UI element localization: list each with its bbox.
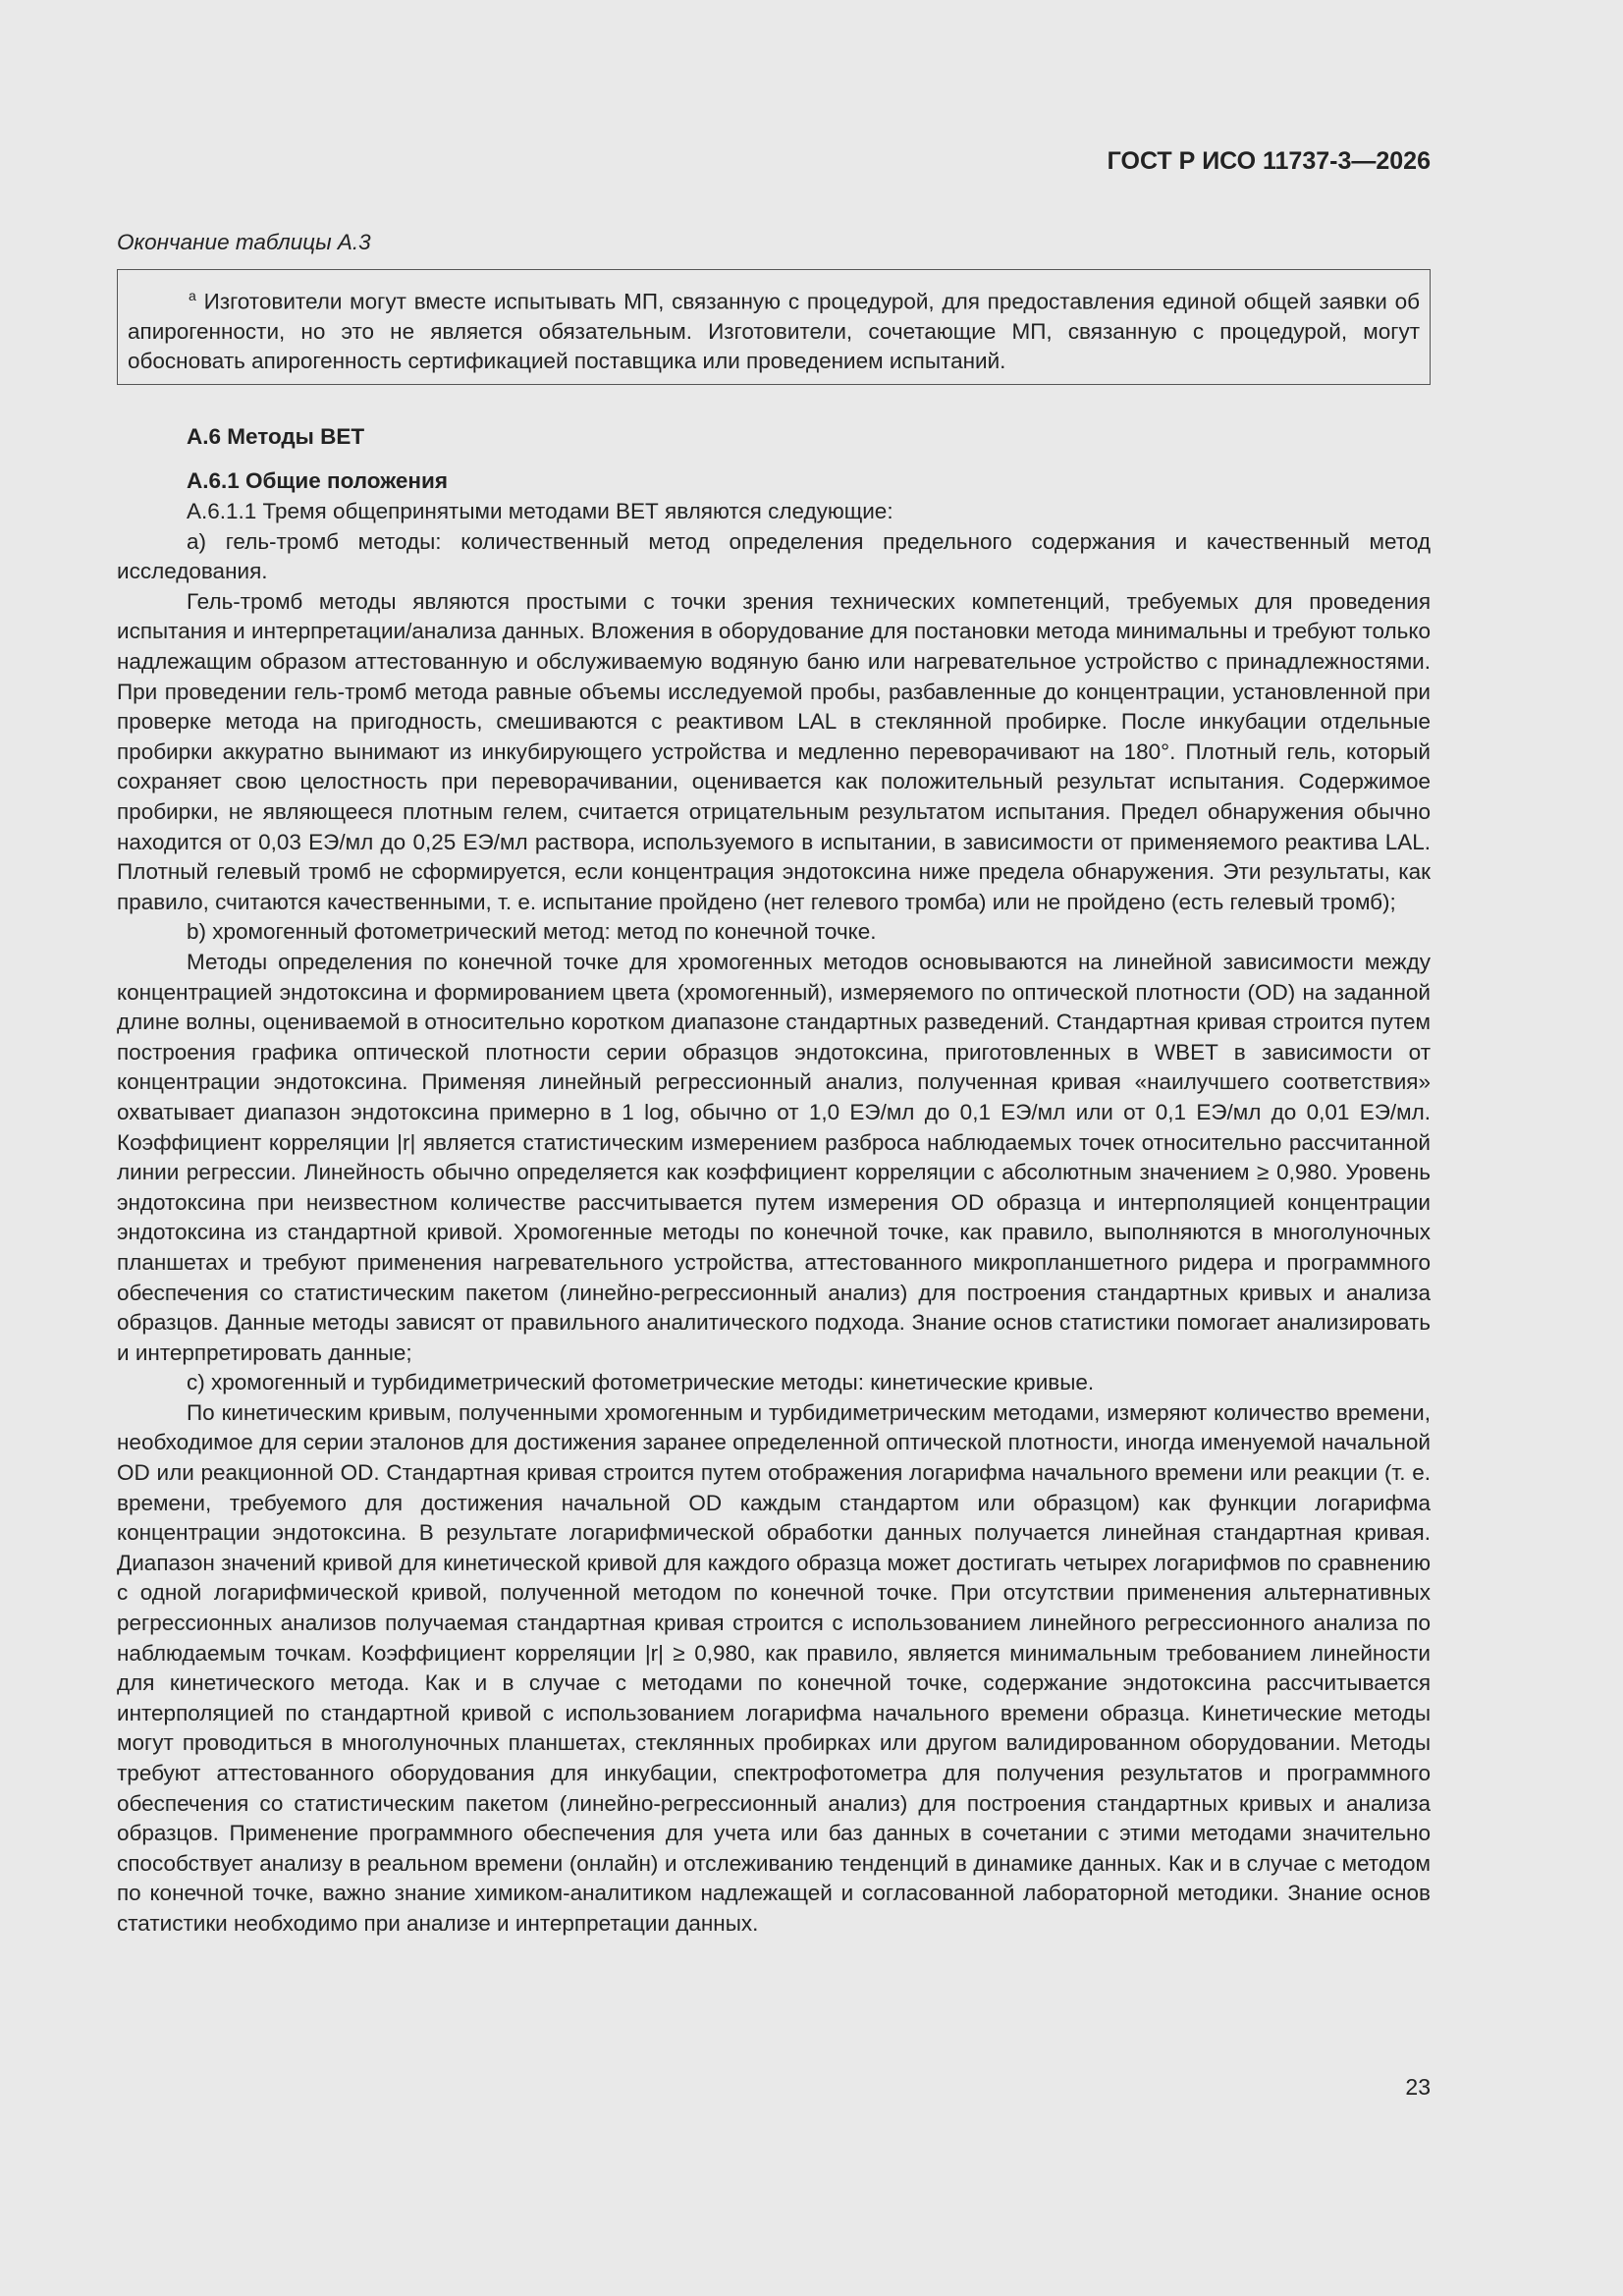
list-item-a: а) гель-тромб методы: количественный метод определения предельного содержания и качественный метод исследования. [117,528,1431,584]
paragraph-intro: А.6.1.1 Тремя общепринятыми методами ВЕТ являются следующие: [187,499,893,524]
footnote-text: Изготовители могут вместе испытывать МП, связанную с процедурой, для предоставления единой общей заявки об апирогенности, но это не является обязательным. Изготовители, сочетающие МП, связанную с процедурой, могут обосновать апирогенность сертификацией поставщика или проведением испытаний. [128,289,1420,374]
footnote-paragraph [128,281,1420,377]
section-heading: А.6 Методы ВЕТ [187,423,365,449]
paragraph-endpoint: Методы определения по конечной точке для хромогенных методов основываются на линейной зависимости между концентрацией эндотоксина и формированием цвета (хромогенный), измеряемого по оптической плотности (OD) на заданной длине волны, оцениваемой в относительно коротком диапазоне стандартных разведений. Стандартная кривая строится путем построения графика оптической плотности серии образцов эндотоксина, приготовленных в WBET в зависимости от концентрации эндотоксина. Применяя линейный регрессионный анализ, полученная кривая «наилучшего соответствия» охватывает диапазон эндотоксина примерно в 1 log, обычно от 1,0 ЕЭ/мл до 0,1 ЕЭ/мл или от 0,1 ЕЭ/мл до 0,01 ЕЭ/мл. Коэффициент корреляции |r| является статистическим измерением разброса наблюдаемых точек относительно рассчитанной линии регрессии. Линейность обычно определяется как коэффициент корреляции с абсолютным значением ≥ 0,980. Уровень эндотоксина при неизвестном количестве рассчитывается путем измерения OD образца и интерполяцией концентрации эндотоксина из стандартной кривой. Хромогенные методы по конечной точке, как правило, выполняются в многолуночных планшетах и требуют применения нагревательного устройства, аттестованного микропланшетного ридера и программного обеспечения со статистическим пакетом (линейно-регрессионный анализ) для построения стандартных кривых и анализа образцов. Данные методы зависят от правильного аналитического подхода. Знание основ статистики помогает анализировать и интерпретировать данные; [117,949,1431,1365]
list-item-b: b) хромогенный фотометрический метод: метод по конечной точке. [187,919,877,945]
paragraph-kinetic: По кинетическим кривым, полученными хромогенным и турбидиметрическим методами, измеряют количество времени, необходимое для серии эталонов для достижения заранее определенной оптической плотности, иногда именуемой начальной OD или реакционной OD. Стандартная кривая строится путем отображения логарифма начального времени или реакции (т. е. времени, требуемого для достижения начальной OD каждым стандартом или образцом) как функции логарифма концентрации эндотоксина. В результате логарифмической обработки данных получается линейная стандартная кривая. Диапазон значений кривой для кинетической кривой для каждого образца может достигать четырех логарифмов по сравнению с одной логарифмической кривой, полученной методом по конечной точке. При отсутствии применения альтернативных регрессионных анализов получаемая стандартная кривая строится с использованием линейного регрессионного анализа по наблюдаемым точкам. Коэффициент корреляции |r| ≥ 0,980, как правило, является минимальным требованием линейности для кинетического метода. Как и в случае с методами по конечной точке, содержание эндотоксина рассчитывается интерполяцией по стандартной кривой с использованием логарифма начального времени образца. Кинетические методы могут проводиться в многолуночных планшетах, стеклянных пробирках или другом валидированном оборудовании. Методы требуют аттестованного оборудования для инкубации, спектрофотометра для получения результатов и программного обеспечения со статистическим пакетом (линейно-регрессионный анализ) для построения стандартных кривых и анализа образцов. Применение программного обеспечения для учета или баз данных в сочетании с этими методами значительно способствует анализу в реальном времени (онлайн) и отслеживанию тенденций в динамике данных. Как и в случае с методом по конечной точке, важно знание химиком-аналитиком надлежащей и согласованной лабораторной методики. Знание основ статистики необходимо при анализе и интерпретации данных. [117,1399,1431,1936]
table-caption: Окончание таблицы А.3 [117,230,371,254]
document-code-header: ГОСТ Р ИСО 11737-3—2026 [1107,147,1431,175]
list-item-c: с) хромогенный и турбидиметрический фотометрические методы: кинетические кривые. [187,1370,1095,1395]
subsection-heading: А.6.1 Общие положения [187,468,448,494]
footnote-marker: a [189,287,196,303]
table-footnote-box [117,269,1431,385]
paragraph-gel-clot: Гель-тромб методы являются простыми с точки зрения технических компетенций, требуемых для проведения испытания и интерпретации/анализа данных. Вложения в оборудование для постановки метода минимальны и требуют только надлежащим образом аттестованную и обслуживаемую водяную баню или нагревательное устройство с принадлежностями. При проведении гель-тромб метода равные объемы исследуемой пробы, разбавленные до концентрации, установленной при проверке метода на пригодность, смешиваются с реактивом LAL в стеклянной пробирке. После инкубации отдельные пробирки аккуратно вынимают из инкубирующего устройства и медленно переворачивают на 180°. Плотный гель, который сохраняет свою целостность при переворачивании, оценивается как положительный результат испытания. Содержимое пробирки, не являющееся плотным гелем, считается отрицательным результатом испытания. Предел обнаружения обычно находится от 0,03 ЕЭ/мл до 0,25 ЕЭ/мл раствора, используемого в испытании, в зависимости от применяемого реактива LAL. Плотный гелевый тромб не сформируется, если концентрация эндотоксина ниже предела обнаружения. Эти результаты, как правило, считаются качественными, т. е. испытание пройдено (нет гелевого тромба) или не пройдено (есть гелевый тромб); [117,588,1431,914]
page-number: 23 [1405,2074,1431,2100]
page-content [117,228,1431,1940]
